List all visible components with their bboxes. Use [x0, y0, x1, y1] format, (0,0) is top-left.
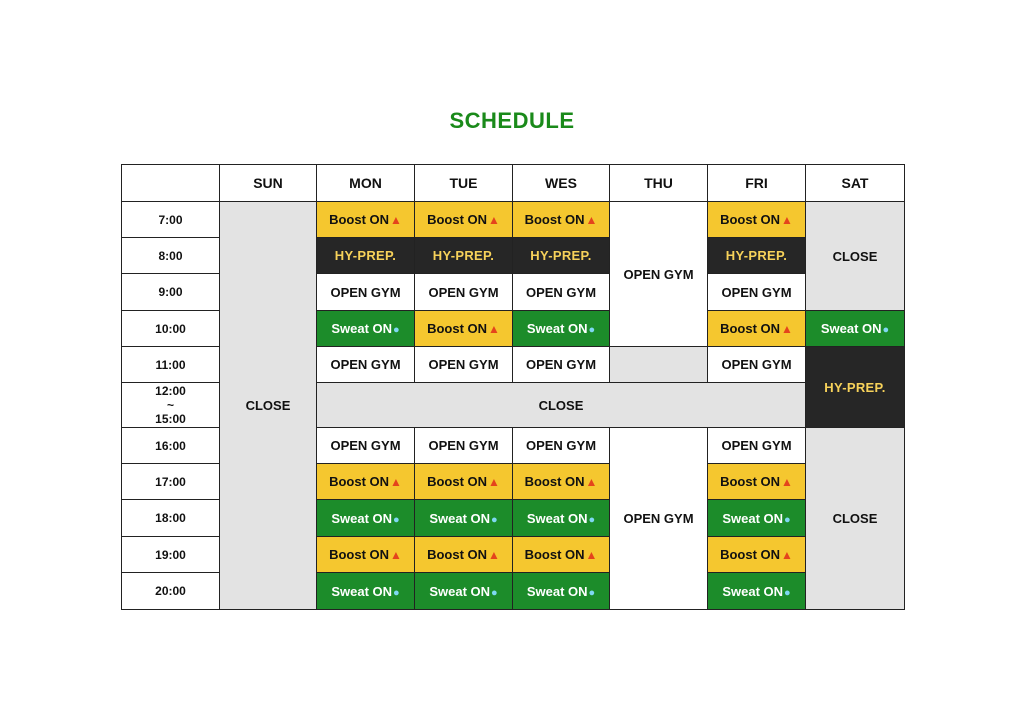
time-cell: 9:00: [122, 274, 220, 311]
water-drop-icon: ●: [882, 324, 890, 336]
flame-icon: ▲: [390, 213, 402, 227]
flame-icon: ▲: [781, 213, 793, 227]
water-drop-icon: ●: [393, 324, 400, 336]
close-label: CLOSE: [832, 248, 878, 264]
flame-icon: ▲: [585, 213, 598, 227]
class-label: Sweat ON: [429, 510, 491, 526]
class-label: OPEN GYM: [721, 284, 792, 300]
class-cell: [415, 238, 513, 274]
class-cell: [415, 500, 513, 537]
flame-icon: ▲: [781, 475, 793, 489]
water-drop-icon: ●: [393, 513, 400, 526]
water-drop-icon: ●: [393, 586, 400, 599]
class-label: Sweat ON: [429, 583, 491, 599]
time-start: 12:00: [155, 384, 186, 398]
class-cell: [415, 347, 513, 383]
sun-close-cell: [220, 202, 317, 610]
class-cell: [317, 238, 415, 274]
class-cell: [708, 238, 806, 274]
time-cell: 7:00: [122, 202, 220, 238]
class-label: Boost ON: [720, 474, 781, 489]
class-label: OPEN GYM: [428, 284, 499, 300]
class-label: HY-PREP.: [725, 248, 788, 263]
class-label: Boost ON: [720, 212, 781, 227]
flame-icon: ▲: [781, 322, 793, 336]
class-label: Boost ON: [329, 474, 390, 489]
time-cell: 10:00: [122, 311, 220, 347]
class-cell: [317, 428, 415, 464]
flame-icon: ▲: [585, 475, 598, 489]
flame-icon: ▲: [488, 548, 500, 562]
class-label: OPEN GYM: [525, 357, 597, 372]
day-header-sun: SUN: [220, 165, 317, 202]
class-cell: [317, 537, 415, 573]
day-header-mon: MON: [317, 165, 415, 202]
close-label: CLOSE: [245, 398, 291, 413]
thu-open-gym-cell: [610, 202, 708, 347]
class-label: OPEN GYM: [330, 357, 401, 372]
midday-close-cell: [317, 383, 806, 428]
class-cell: [415, 464, 513, 500]
class-cell: [708, 573, 806, 610]
flame-icon: ▲: [488, 475, 500, 489]
class-label: OPEN GYM: [525, 438, 597, 453]
time-cell: 18:00: [122, 500, 220, 537]
class-label: Boost ON: [427, 321, 488, 336]
class-cell: [708, 202, 806, 238]
class-cell: [513, 311, 610, 347]
time-end: 15:00: [155, 412, 186, 426]
class-cell: [415, 537, 513, 573]
class-cell: [513, 238, 610, 274]
class-cell: [513, 202, 610, 238]
class-label: Boost ON: [720, 547, 781, 562]
class-cell: [317, 464, 415, 500]
class-label: Sweat ON: [331, 321, 393, 336]
class-label: OPEN GYM: [623, 511, 694, 526]
time-cell: 19:00: [122, 537, 220, 573]
class-label: HY-PREP.: [824, 379, 886, 395]
class-label: OPEN GYM: [525, 284, 597, 300]
class-cell: [415, 202, 513, 238]
class-cell: [415, 311, 513, 347]
class-label: Sweat ON: [722, 510, 784, 526]
flame-icon: ▲: [488, 213, 500, 227]
class-cell: [708, 464, 806, 500]
flame-icon: ▲: [390, 548, 402, 562]
day-header-fri: FRI: [708, 165, 806, 202]
class-cell: [708, 311, 806, 347]
class-label: OPEN GYM: [330, 284, 401, 300]
class-label: Boost ON: [720, 321, 781, 336]
class-label: Sweat ON: [722, 583, 784, 599]
page-title: SCHEDULE: [449, 108, 575, 133]
class-label: Sweat ON: [526, 510, 588, 526]
sat-close-cell: [806, 428, 905, 610]
close-label: CLOSE: [538, 397, 584, 413]
corner-cell: [122, 165, 220, 202]
day-header-sat: SAT: [806, 165, 905, 202]
schedule-table: [121, 164, 905, 610]
class-label: Boost ON: [427, 474, 488, 489]
class-label: Sweat ON: [331, 510, 393, 526]
flame-icon: ▲: [781, 548, 793, 562]
class-cell: [708, 428, 806, 464]
class-cell: [513, 428, 610, 464]
class-cell: [806, 347, 905, 428]
water-drop-icon: ●: [784, 513, 791, 526]
class-label: OPEN GYM: [428, 357, 499, 372]
class-cell: [708, 347, 806, 383]
class-label: Boost ON: [329, 547, 390, 562]
class-cell: [708, 274, 806, 311]
time-cell: 17:00: [122, 464, 220, 500]
class-label: Sweat ON: [331, 583, 393, 599]
class-cell: [415, 274, 513, 311]
header-row: [122, 165, 905, 202]
class-cell: [317, 347, 415, 383]
class-label: Boost ON: [524, 474, 585, 489]
sat-close-cell: [806, 202, 905, 311]
time-cell: 11:00: [122, 347, 220, 383]
class-cell: [513, 500, 610, 537]
class-label: OPEN GYM: [330, 438, 401, 453]
class-cell: [317, 274, 415, 311]
class-cell: [317, 573, 415, 610]
class-cell: [317, 311, 415, 347]
class-cell: [317, 500, 415, 537]
class-cell: [513, 573, 610, 610]
class-cell: [708, 537, 806, 573]
flame-icon: ▲: [390, 475, 402, 489]
class-cell: [513, 347, 610, 383]
water-drop-icon: ●: [588, 586, 596, 599]
day-header-wes: WES: [513, 165, 610, 202]
close-label: CLOSE: [832, 511, 878, 526]
class-label: OPEN GYM: [428, 438, 499, 453]
class-label: Boost ON: [524, 547, 585, 562]
class-label: HY-PREP.: [432, 248, 495, 263]
time-cell: [122, 383, 220, 428]
class-cell: [317, 202, 415, 238]
class-cell: [708, 500, 806, 537]
water-drop-icon: ●: [784, 586, 791, 599]
water-drop-icon: ●: [588, 324, 596, 336]
class-label: Boost ON: [427, 212, 488, 227]
class-label: Sweat ON: [820, 321, 882, 336]
class-label: OPEN GYM: [721, 357, 792, 372]
water-drop-icon: ●: [491, 586, 498, 599]
class-label: Boost ON: [329, 212, 390, 227]
class-label: Sweat ON: [526, 583, 588, 599]
class-label: Boost ON: [427, 547, 488, 562]
class-cell: [415, 573, 513, 610]
class-label: Sweat ON: [526, 321, 588, 336]
flame-icon: ▲: [585, 548, 598, 562]
class-cell: [806, 311, 905, 347]
time-cell: 16:00: [122, 428, 220, 464]
time-separator: ~: [166, 398, 174, 412]
class-cell: [513, 464, 610, 500]
class-label: OPEN GYM: [721, 438, 792, 453]
table-row: [122, 202, 905, 238]
water-drop-icon: ●: [491, 513, 498, 526]
class-cell: [513, 537, 610, 573]
class-label: Boost ON: [524, 212, 585, 227]
class-cell: [513, 274, 610, 311]
class-cell: [415, 428, 513, 464]
class-cell: [610, 347, 708, 383]
water-drop-icon: ●: [588, 513, 596, 526]
class-label: HY-PREP.: [334, 248, 397, 263]
class-label: HY-PREP.: [530, 248, 592, 263]
time-cell: 20:00: [122, 573, 220, 610]
thu-open-gym-cell: [610, 428, 708, 610]
class-label: OPEN GYM: [623, 266, 694, 282]
flame-icon: ▲: [488, 322, 500, 336]
day-header-thu: THU: [610, 165, 708, 202]
day-header-tue: TUE: [415, 165, 513, 202]
time-cell: 8:00: [122, 238, 220, 274]
